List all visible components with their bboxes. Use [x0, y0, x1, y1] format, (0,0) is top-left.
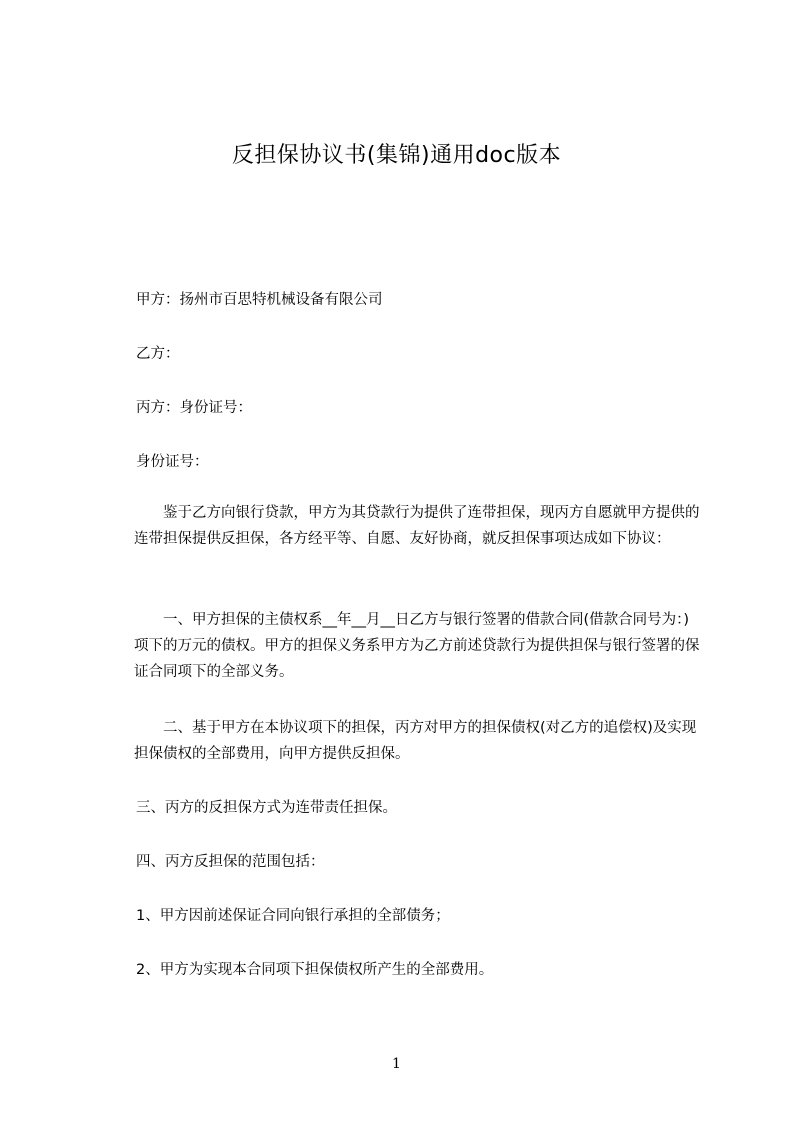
- item-1-line: 1、甲方因前述保证合同向银行承担的全部债务；: [136, 908, 450, 924]
- document-title: 反担保协议书(集锦)通用doc版本: [231, 143, 562, 168]
- party-a-line: 甲方：扬州市百思特机械设备有限公司: [136, 292, 383, 308]
- clause-4-line: 四、丙方反担保的范围包括：: [136, 854, 325, 870]
- clause-1-paragraph: 一、甲方担保的主债权系__年__月__日乙方与银行签署的借款合同(借款合同号为：)项下的万元的债权。甲方的担保义务系甲方为乙方前述贷款行为提供担保与银行签署的保证合同项下的全部义务。: [134, 612, 700, 680]
- page-number: 1: [392, 1056, 401, 1072]
- party-c-line: 丙方：身份证号：: [136, 400, 252, 416]
- item-2-line: 2、甲方为实现本合同项下担保债权所产生的全部费用。: [136, 962, 494, 978]
- id-number-line: 身份证号：: [136, 454, 209, 470]
- clause-2-paragraph: 二、基于甲方在本协议项下的担保，丙方对甲方的担保债权(对乙方的追偿权)及实现担保债权的全部费用，向甲方提供反担保。: [134, 720, 697, 762]
- clause-3-line: 三、丙方的反担保方式为连带责任担保。: [136, 800, 397, 816]
- preamble-paragraph: 鉴于乙方向银行贷款，甲方为其贷款行为提供了连带担保，现丙方自愿就甲方提供的连带担保提供反担保，各方经平等、自愿、友好协商，就反担保事项达成如下协议：: [134, 505, 700, 547]
- party-b-line: 乙方：: [136, 346, 180, 362]
